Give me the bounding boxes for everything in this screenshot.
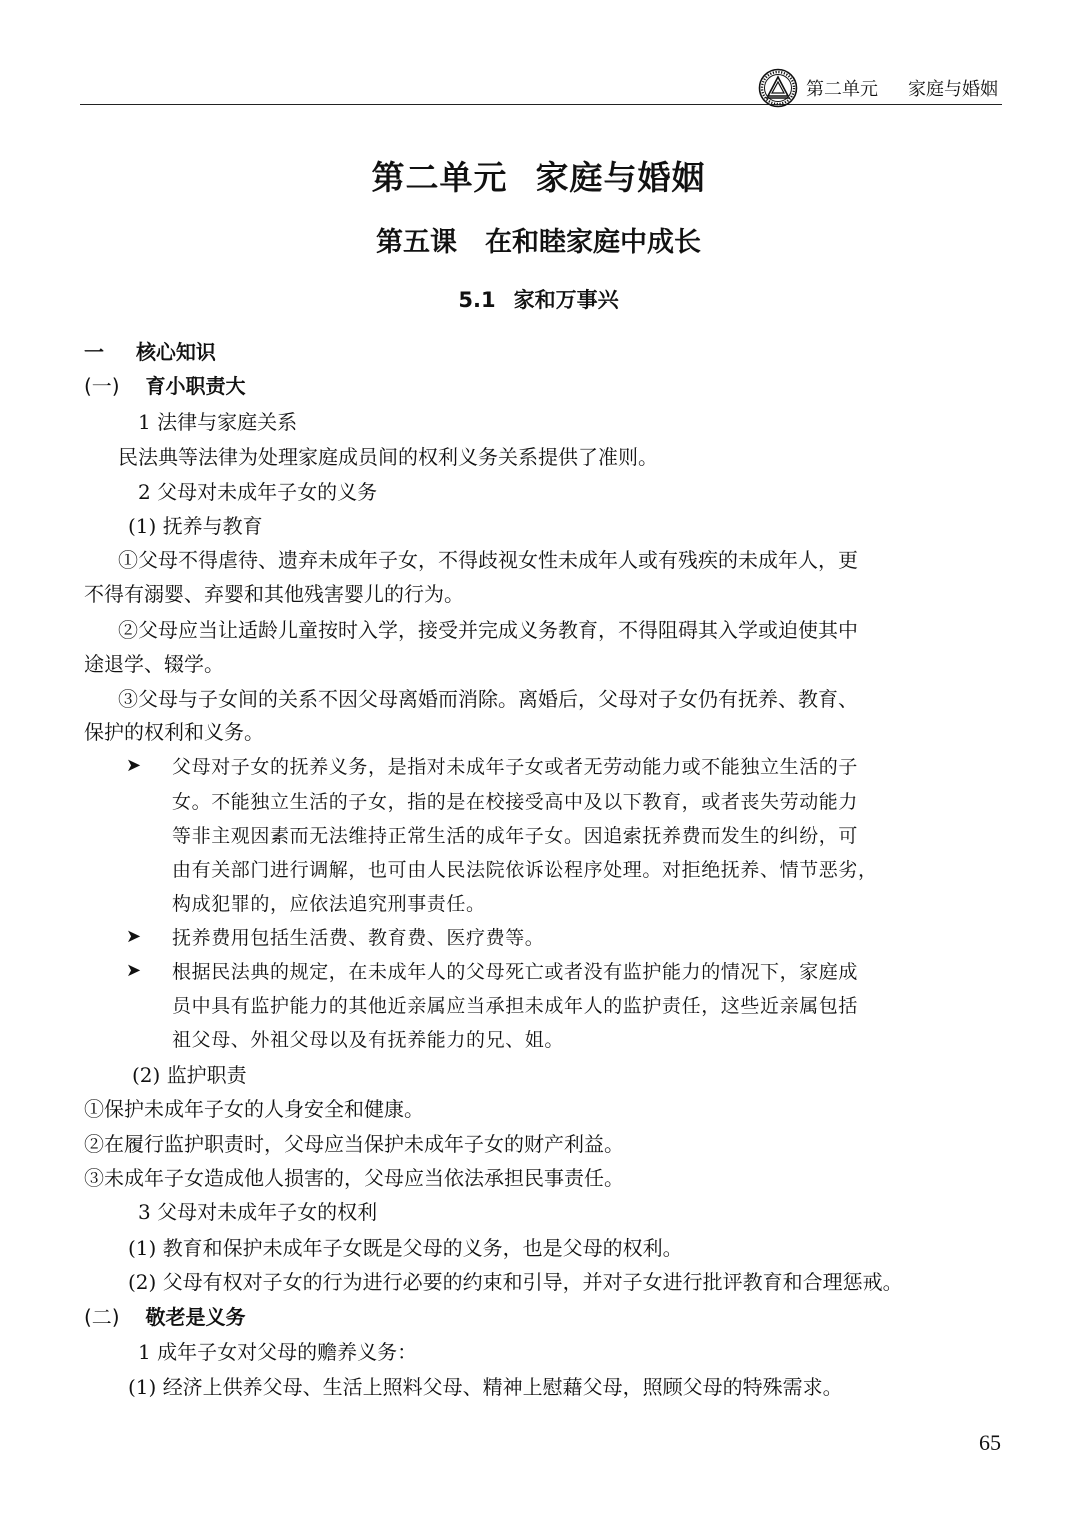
- bullet-3-line-3: 祖父母、外祖父母以及有抚养能力的兄、姐。: [172, 1029, 565, 1051]
- clause-1-line-1: ①父母不得虐待、遗弃未成年子女，不得歧视女性未成年人或有残疾的未成年人，更: [118, 548, 858, 572]
- unit-title-number: 第二单元: [371, 158, 508, 197]
- subheading-2-marker: (二): [84, 1305, 120, 1329]
- bullet-2: 抚养费用包括生活费、教育费、医疗费等。: [172, 927, 545, 949]
- para-3-heading: 3 父母对未成年子女的权利: [138, 1200, 378, 1224]
- subheading-2: [84, 1304, 246, 1330]
- para-1-body: 民法典等法律为处理家庭成员间的权利义务关系提供了准则。: [118, 445, 658, 469]
- lesson-title: [0, 220, 1077, 259]
- para-1-heading: 1 法律与家庭关系: [138, 410, 298, 434]
- para-2-heading: 2 父母对未成年子女的义务: [138, 480, 378, 504]
- heading-level1: [84, 339, 216, 365]
- para-2-item-1: (1) 抚养与教育: [128, 514, 263, 538]
- subheading-1-text: 育小职责大: [145, 374, 246, 398]
- page-number: 65: [979, 1430, 1001, 1455]
- subheading-1-marker: (一): [84, 374, 120, 398]
- section-title: [0, 284, 1077, 314]
- arrow-bullet-icon: ➤: [126, 926, 142, 947]
- guard-1: ①保护未成年子女的人身安全和健康。: [84, 1097, 424, 1121]
- running-header: [80, 66, 1002, 105]
- para-3-item-1: (1) 教育和保护未成年子女既是父母的义务，也是父母的权利。: [128, 1236, 683, 1260]
- subheading-2-text: 敬老是义务: [145, 1305, 246, 1329]
- para-3-item-2: (2) 父母有权对子女的行为进行必要的约束和引导，并对子女进行批评教育和合理惩戒。: [128, 1270, 903, 1294]
- unit-title-topic: 家庭与婚姻: [535, 158, 706, 197]
- clause-3-line-2: 保护的权利和义务。: [84, 720, 264, 744]
- para-4-item-1: (1) 经济上供养父母、生活上照料父母、精神上慰藉父母，照顾父母的特殊需求。: [128, 1375, 843, 1399]
- unit-title: [0, 152, 1077, 199]
- guard-3: ③未成年子女造成他人损害的，父母应当依法承担民事责任。: [84, 1166, 624, 1190]
- para-2-item-2: (2) 监护职责: [132, 1063, 247, 1087]
- bullet-1-line-3: 等非主观因素而无法维持正常生活的成年子女。因追索抚养费而发生的纠纷，可: [172, 825, 859, 847]
- header-right: [758, 68, 998, 108]
- guard-2: ②在履行监护职责时，父母应当保护未成年子女的财产利益。: [84, 1132, 624, 1156]
- bullet-1-line-4: 由有关部门进行调解，也可由人民法院依诉讼程序处理。对拒绝抚养、情节恶劣，: [172, 859, 878, 881]
- lesson-name: 在和睦家庭中成长: [485, 227, 701, 258]
- bullet-3-line-2: 员中具有监护能力的其他近亲属应当承担未成年人的监护责任，这些近亲属包括: [172, 995, 859, 1017]
- arrow-bullet-icon: ➤: [126, 960, 142, 981]
- section-name: 家和万事兴: [513, 288, 619, 312]
- arrow-bullet-icon: ➤: [126, 755, 142, 776]
- bullet-1-line-2: 女。不能独立生活的子女，指的是在校接受高中及以下教育，或者丧失劳动能力: [172, 791, 859, 813]
- heading-level1-text: 核心知识: [135, 340, 216, 364]
- bullet-3-line-1: 根据民法典的规定，在未成年人的父母死亡或者没有监护能力的情况下，家庭成: [172, 961, 859, 983]
- para-4-heading: 1 成年子女对父母的赡养义务：: [138, 1340, 418, 1364]
- header-topic: 家庭与婚姻: [908, 79, 998, 100]
- bullet-1-line-1: 父母对子女的抚养义务，是指对未成年子女或者无劳动能力或不能独立生活的子: [172, 756, 859, 778]
- lesson-number: 第五课: [376, 227, 457, 258]
- clause-1-line-2: 不得有溺婴、弃婴和其他残害婴儿的行为。: [84, 582, 464, 606]
- subheading-1: [84, 373, 246, 399]
- emblem-logo-icon: [758, 68, 798, 108]
- clause-2-line-1: ②父母应当让适龄儿童按时入学，接受并完成义务教育，不得阻碍其入学或迫使其中: [118, 618, 858, 642]
- bullet-1-line-5: 构成犯罪的，应依法追究刑事责任。: [172, 893, 486, 915]
- section-number: 5.1: [458, 288, 496, 312]
- heading-level1-marker: 一: [84, 340, 104, 364]
- header-unit: 第二单元: [806, 79, 878, 100]
- clause-2-line-2: 途退学、辍学。: [84, 652, 224, 676]
- clause-3-line-1: ③父母与子女间的关系不因父母离婚而消除。离婚后，父母对子女仍有抚养、教育、: [118, 687, 858, 711]
